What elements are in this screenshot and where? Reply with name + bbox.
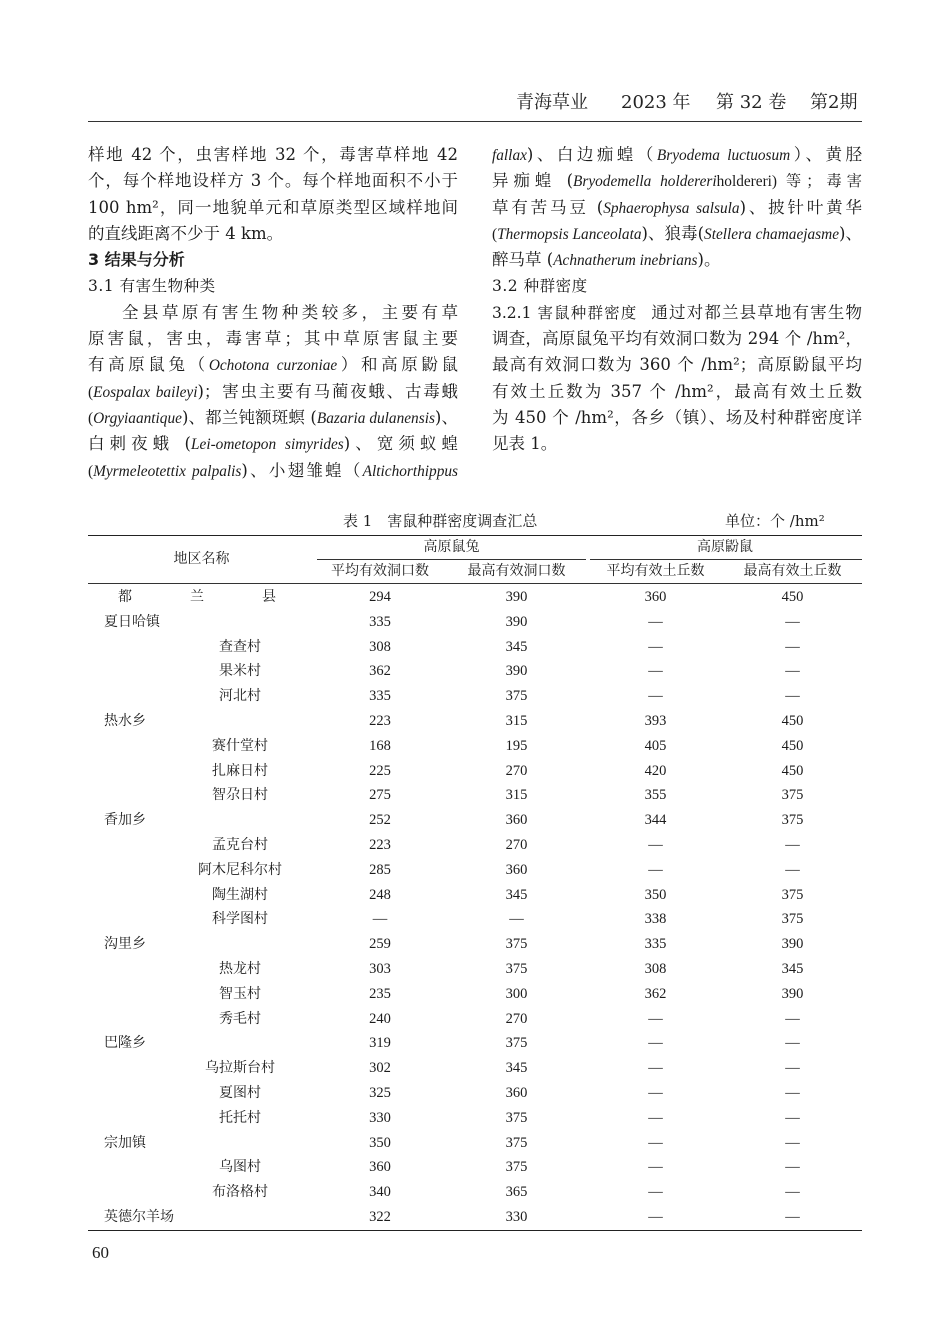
table-row	[88, 883, 862, 908]
value-cell: 270	[505, 762, 528, 779]
value-cell: 375	[781, 911, 804, 928]
township-name: 夏日哈镇	[104, 613, 160, 630]
text-segment: ）和高原鼢鼠	[337, 355, 458, 375]
value-cell: 252	[369, 812, 391, 829]
text-segment: )、	[434, 407, 458, 427]
table-row	[88, 783, 862, 808]
table-row	[88, 684, 862, 709]
value-cell: 365	[505, 1184, 528, 1201]
value-cell: —	[785, 1060, 800, 1077]
text-segment: 异痂蝗 (	[492, 171, 574, 191]
table-row	[88, 907, 862, 932]
value-cell: —	[648, 613, 663, 630]
text-line	[88, 300, 458, 326]
value-cell: 303	[369, 960, 391, 977]
text-segment: 白刺夜蛾 (	[88, 434, 191, 454]
village-name: 托托村	[219, 1109, 261, 1126]
value-cell: —	[785, 1084, 800, 1101]
value-cell: 330	[369, 1109, 391, 1126]
value-cell: 390	[505, 613, 528, 630]
text-line: 个，每个样地设样方 3 个。每个样地面积不小于	[88, 171, 458, 191]
value-cell: —	[785, 613, 800, 630]
value-cell: 360	[644, 589, 667, 605]
text-line	[88, 431, 458, 457]
value-cell: 225	[369, 762, 391, 779]
value-cell: 450	[781, 589, 804, 605]
table-subheader: 最高有效洞口数	[467, 563, 566, 579]
text-segment: (	[88, 462, 94, 480]
value-cell: 375	[781, 886, 804, 903]
village-name: 河北村	[219, 688, 261, 705]
table-bottom-rule	[88, 1230, 862, 1231]
text-line	[492, 195, 862, 221]
text-segment: )、	[839, 223, 862, 243]
value-cell: 345	[505, 638, 528, 655]
value-cell: 235	[369, 985, 391, 1002]
text-segment: (	[88, 383, 94, 401]
value-cell: 259	[369, 936, 391, 953]
value-cell: 362	[369, 663, 391, 680]
value-cell: —	[372, 911, 388, 928]
publication-year: 2023 年	[621, 92, 691, 113]
text-line	[88, 379, 458, 405]
value-cell: —	[785, 1010, 800, 1027]
species-name: Bryodema luctuosum	[656, 147, 791, 164]
text-segment: )、都兰钝额斑螟 (	[181, 407, 317, 427]
text-line: 调查，高原鼠兔平均有效洞口数为 294 个 /hm²，	[492, 329, 862, 349]
value-cell: 450	[781, 712, 804, 729]
table-row	[88, 709, 862, 734]
value-cell: —	[785, 1184, 800, 1201]
value-cell: 390	[781, 936, 804, 953]
value-cell: 375	[781, 812, 804, 829]
value-cell: 335	[369, 688, 391, 705]
text-segment: 醉马草 (	[492, 250, 554, 270]
value-cell: —	[648, 1134, 663, 1151]
township-name: 宗加镇	[104, 1134, 146, 1151]
species-name: Sphaerophysa salsula	[603, 199, 740, 217]
table-row	[88, 610, 862, 635]
text-segment: )；害虫主要有马蔺夜蛾、古毒蛾	[197, 381, 458, 401]
value-cell: 375	[505, 1035, 528, 1052]
table-group-header: 高原鼢鼠	[697, 539, 753, 555]
value-cell: 275	[369, 787, 391, 804]
value-cell: 168	[369, 737, 391, 754]
subsection-heading: 3.1 有害生物种类	[88, 277, 216, 296]
text-segment: )、小翅雏蝗（	[241, 460, 363, 480]
text-segment: (	[492, 225, 498, 243]
species-name: Myrmeleotettix palpalis	[93, 462, 242, 480]
table-row	[88, 635, 862, 660]
table-row	[88, 1007, 862, 1032]
value-cell: 285	[369, 861, 391, 878]
value-cell: 315	[505, 787, 528, 804]
value-cell: —	[785, 688, 800, 705]
table-header-region: 地区名称	[173, 551, 230, 567]
table-row	[88, 932, 862, 957]
table-row	[88, 1106, 862, 1131]
value-cell: —	[648, 1084, 663, 1101]
value-cell: —	[509, 911, 524, 928]
value-cell: —	[785, 1208, 800, 1225]
density-table	[88, 535, 862, 1235]
village-name: 布洛格村	[212, 1184, 268, 1201]
value-cell: 240	[369, 1010, 391, 1027]
page-number: 60	[92, 1243, 109, 1262]
value-cell: —	[785, 638, 800, 655]
text-line	[88, 352, 458, 378]
township-name: 热水乡	[104, 712, 146, 729]
village-name: 查查村	[219, 638, 261, 655]
value-cell: 322	[369, 1208, 391, 1225]
text-segment: ）、黄胫	[790, 145, 862, 164]
text-line: 100 hm²，同一地貌单元和草原类型区域样地间	[88, 197, 458, 217]
header-rule	[88, 121, 862, 122]
species-name: Achnatherum inebrians	[553, 252, 698, 270]
value-cell: 300	[505, 985, 528, 1002]
value-cell: —	[785, 1159, 800, 1176]
text-segment: (	[88, 409, 94, 427]
value-cell: 375	[505, 960, 528, 977]
table-row	[88, 1056, 862, 1081]
text-segment: 通过对都兰县草地有害生物	[651, 302, 862, 322]
text-segment: )、白边痂蝗（	[526, 145, 657, 164]
village-name: 热龙村	[219, 960, 261, 977]
village-name: 科学图村	[212, 911, 268, 928]
village-name: 夏图村	[219, 1084, 261, 1101]
table-body	[88, 585, 862, 1230]
township-name: 巴隆乡	[104, 1035, 146, 1052]
value-cell: 270	[505, 1010, 528, 1027]
value-cell: 319	[369, 1035, 391, 1052]
village-name: 秀毛村	[219, 1010, 261, 1027]
text-line: 的直线距离不少于 4 km。	[88, 223, 284, 243]
value-cell: —	[648, 1184, 663, 1201]
table-row	[88, 759, 862, 784]
value-cell: —	[648, 1208, 663, 1225]
value-cell: 355	[644, 787, 667, 804]
table-row	[88, 1155, 862, 1180]
value-cell: 195	[505, 737, 528, 754]
value-cell: —	[785, 861, 800, 878]
table-row	[88, 1031, 862, 1056]
value-cell: —	[648, 836, 663, 853]
table-row	[88, 833, 862, 858]
village-name: 乌拉斯台村	[205, 1060, 275, 1077]
table-row	[88, 957, 862, 982]
species-name: Eospalax baileyi	[93, 383, 198, 401]
text-segment: )、宽须蚁蝗	[343, 434, 458, 454]
village-name: 智玉村	[219, 985, 261, 1002]
value-cell: 375	[505, 688, 528, 705]
value-cell: 390	[781, 985, 804, 1002]
value-cell: 335	[369, 613, 391, 630]
value-cell: 345	[505, 1060, 528, 1077]
text-segment: 全县草原有害生物种类较多，主要有草	[122, 302, 458, 322]
text-line	[88, 458, 458, 484]
table-subheader: 平均有效土丘数	[606, 563, 705, 579]
species-name: Orgyiaantique	[93, 409, 182, 427]
text-segment: 有高原鼠兔（	[88, 355, 209, 375]
table-row	[88, 659, 862, 684]
value-cell: 344	[644, 812, 667, 829]
value-cell: 325	[369, 1084, 391, 1101]
value-cell: —	[648, 1010, 663, 1027]
right-column	[492, 142, 862, 458]
village-name: 阿木尼科尔村	[198, 861, 282, 878]
species-name: Bryodemella holdereri	[573, 173, 717, 191]
species-name: Lei-ometopon simyrides	[190, 436, 344, 454]
value-cell: 223	[369, 836, 391, 853]
value-cell: 223	[369, 712, 391, 729]
value-cell: 302	[369, 1060, 391, 1077]
value-cell: —	[648, 1109, 663, 1126]
value-cell: 360	[505, 812, 528, 829]
left-column	[88, 142, 458, 484]
township-name: 香加乡	[104, 812, 146, 829]
county-name: 都兰县	[118, 589, 276, 605]
table-subheader: 最高有效土丘数	[743, 563, 842, 579]
text-line: 样地 42 个，虫害样地 32 个，毒害草样地 42	[88, 145, 458, 164]
value-cell: 375	[505, 936, 528, 953]
value-cell: —	[648, 663, 663, 680]
value-cell: —	[785, 836, 800, 853]
text-segment: 草有苦马豆 (	[492, 197, 604, 217]
table-row	[88, 1180, 862, 1205]
species-name: Altichorthippus	[362, 462, 458, 480]
text-line	[88, 326, 458, 352]
text-segment: holdereri) 等；毒害	[716, 173, 862, 191]
table-group-header: 高原鼠兔	[423, 539, 480, 555]
species-name: Ochotona curzoniae	[208, 357, 338, 375]
text-line	[492, 221, 862, 247]
subsubsection-heading: 3.2.1 害鼠种群密度	[492, 303, 638, 322]
value-cell: 350	[644, 886, 667, 903]
value-cell: 362	[644, 985, 667, 1002]
value-cell: —	[785, 1109, 800, 1126]
text-segment: )。	[697, 250, 721, 270]
value-cell: 360	[505, 1084, 528, 1101]
table-row	[88, 1081, 862, 1106]
table-subheader: 平均有效洞口数	[331, 563, 429, 579]
text-line	[88, 405, 458, 431]
text-segment: )、披针叶黄华	[739, 197, 862, 217]
value-cell: 390	[505, 663, 528, 680]
table-row	[88, 982, 862, 1007]
village-name: 乌图村	[219, 1159, 261, 1176]
value-cell: —	[785, 1134, 800, 1151]
subsection-heading: 3.2 种群密度	[492, 277, 588, 296]
table-row	[88, 1205, 862, 1230]
species-name: fallax	[492, 147, 527, 164]
value-cell: 248	[369, 886, 391, 903]
value-cell: 360	[369, 1159, 391, 1176]
text-line: 见表 1。	[492, 434, 558, 454]
value-cell: 338	[644, 911, 667, 928]
value-cell: 450	[781, 762, 804, 779]
section-heading: 3 结果与分析	[88, 250, 185, 270]
value-cell: —	[648, 638, 663, 655]
volume-number: 第 32 卷	[716, 92, 787, 113]
value-cell: 340	[369, 1184, 391, 1201]
value-cell: 360	[505, 861, 528, 878]
text-line	[492, 168, 862, 194]
village-name: 智尕日村	[212, 787, 268, 804]
value-cell: 308	[369, 638, 391, 655]
value-cell: 345	[781, 960, 804, 977]
value-cell: 270	[505, 836, 528, 853]
text-segment: 原害鼠，害虫，毒害草；其中草原害鼠主要	[88, 329, 458, 349]
value-cell: —	[785, 663, 800, 680]
township-name: 英德尔羊场	[104, 1208, 174, 1225]
village-name: 扎麻日村	[212, 762, 268, 779]
text-line	[492, 300, 862, 326]
village-name: 果米村	[219, 663, 261, 680]
value-cell: —	[648, 688, 663, 705]
value-cell: 335	[644, 936, 667, 953]
value-cell: 294	[369, 589, 391, 605]
table-row	[88, 1131, 862, 1156]
value-cell: 390	[505, 589, 528, 605]
text-line	[492, 247, 862, 273]
village-name: 赛什堂村	[212, 737, 268, 754]
value-cell: 375	[505, 1134, 528, 1151]
table-unit: 单位：个 /hm²	[725, 512, 825, 530]
text-line: 最高有效洞口数为 360 个 /hm²；高原鼢鼠平均	[492, 355, 862, 375]
journal-name: 青海草业	[516, 92, 588, 113]
text-line: 为 450 个 /hm²，各乡（镇）、场及村种群密度详	[492, 407, 862, 427]
table-caption: 表 1 害鼠种群密度调查汇总	[343, 512, 538, 530]
value-cell: 420	[644, 762, 667, 779]
value-cell: 375	[505, 1159, 528, 1176]
table-header-rule	[88, 583, 862, 584]
table-row	[88, 858, 862, 883]
issue-number: 第2期	[810, 92, 858, 113]
table-row	[88, 734, 862, 759]
species-name: Bazaria dulanensis	[316, 409, 435, 427]
value-cell: 375	[505, 1109, 528, 1126]
value-cell: —	[648, 1060, 663, 1077]
text-line: 有效土丘数为 357 个 /hm²，最高有效土丘数	[492, 381, 862, 401]
value-cell: —	[648, 861, 663, 878]
village-name: 陶生湖村	[212, 886, 268, 903]
value-cell: 308	[644, 960, 667, 977]
species-name: Stellera chamaejasme	[704, 225, 840, 243]
value-cell: 315	[505, 712, 528, 729]
value-cell: —	[785, 1035, 800, 1052]
value-cell: 330	[505, 1208, 528, 1225]
value-cell: 450	[781, 737, 804, 754]
value-cell: 393	[644, 712, 667, 729]
value-cell: —	[648, 1159, 663, 1176]
table-row	[88, 808, 862, 833]
value-cell: —	[648, 1035, 663, 1052]
table-row	[88, 585, 862, 610]
value-cell: 350	[369, 1134, 391, 1151]
township-name: 沟里乡	[104, 936, 146, 953]
text-line	[492, 142, 862, 168]
value-cell: 345	[505, 886, 528, 903]
species-name: Thermopsis Lanceolata	[497, 225, 642, 243]
village-name: 孟克台村	[212, 836, 268, 853]
text-segment: )、狼毒(	[641, 223, 705, 243]
value-cell: 405	[644, 737, 667, 754]
value-cell: 375	[781, 787, 804, 804]
